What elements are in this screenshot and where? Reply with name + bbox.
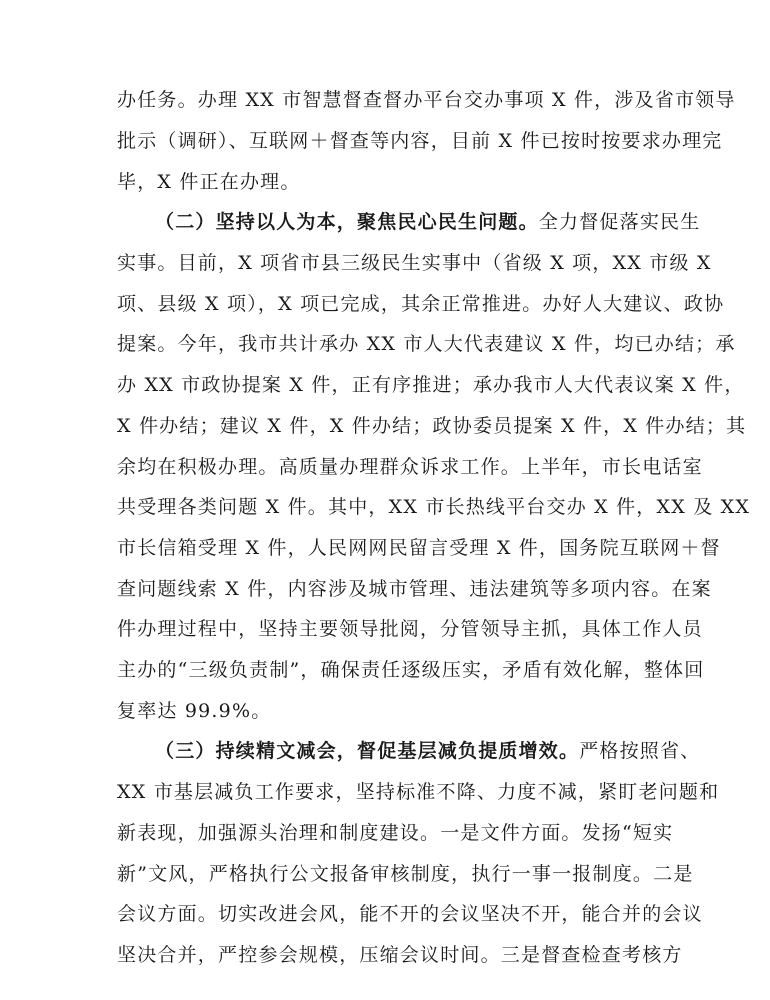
- paragraph-line: XX 市基层减负工作要求，坚持标准不降、力度不减，紧盯老问题和: [117, 781, 720, 803]
- paragraph-line: 新”文风，严格执行公文报备审核制度，执行一事一报制度。二是: [117, 863, 694, 885]
- paragraph-line: 坚决合并，严控参会规模，压缩会议时间。三是督查检查考核方: [117, 944, 683, 966]
- paragraph-line: 件办理过程中，坚持主要领导批阅，分管领导主抓，具体工作人员: [117, 618, 703, 640]
- paragraph-line: X 件办结；建议 X 件，X 件办结；政协委员提案 X 件，X 件办结；其: [117, 415, 747, 437]
- paragraph-line: 提案。今年，我市共计承办 XX 市人大代表建议 X 件，均已办结；承: [117, 333, 736, 355]
- section-2-lead-text: 全力督促落实民生: [538, 211, 701, 233]
- paragraph-line: 市长信箱受理 X 件，人民网网民留言受理 X 件，国务院互联网＋督: [117, 537, 721, 559]
- paragraph-line: 毕，X 件正在办理。: [117, 171, 301, 193]
- paragraph-line: 新表现，加强源头治理和制度建设。一是文件方面。发扬“短实: [117, 822, 674, 844]
- paragraph-line: 实事。目前，X 项省市县三级民生实事中（省级 X 项，XX 市级 X: [117, 252, 712, 274]
- paragraph-line: 办任务。办理 XX 市智慧督查督办平台交办事项 X 件，涉及省市领导: [117, 89, 736, 111]
- paragraph-line: 项、县级 X 项），X 项已完成，其余正常推进。办好人大建议、政协: [117, 293, 725, 315]
- paragraph-line: 余均在积极办理。高质量办理群众诉求工作。上半年，市长电话室: [117, 456, 703, 478]
- section-2-heading: （二）坚持以人为本，聚焦民心民生问题。: [155, 211, 539, 233]
- paragraph-line: 主办的“三级负责制”，确保责任逐级压实，矛盾有效化解，整体回: [117, 659, 705, 681]
- paragraph-line: 批示（调研）、互联网＋督查等内容，目前 X 件已按时按要求办理完: [117, 130, 723, 152]
- paragraph-line: 会议方面。切实改进会风，能不开的会议坚决不开，能合并的会议: [117, 903, 703, 925]
- paragraph-line: 共受理各类问题 X 件。其中，XX 市长热线平台交办 X 件，XX 及 XX: [117, 496, 751, 518]
- section-3-heading: （三）持续精文减会，督促基层减负提质增效。: [155, 740, 580, 762]
- paragraph-line: 办 XX 市政协提案 X 件，正有序推进；承办我市人大代表议案 X 件，: [117, 374, 745, 396]
- section-3-lead-text: 严格按照省、: [579, 740, 701, 762]
- section-2-first-line: [155, 210, 701, 234]
- section-3-first-line: [155, 739, 701, 763]
- paragraph-line: 复率达 99.9%。: [117, 700, 272, 722]
- paragraph-line: 查问题线索 X 件，内容涉及城市管理、违法建筑等多项内容。在案: [117, 578, 712, 600]
